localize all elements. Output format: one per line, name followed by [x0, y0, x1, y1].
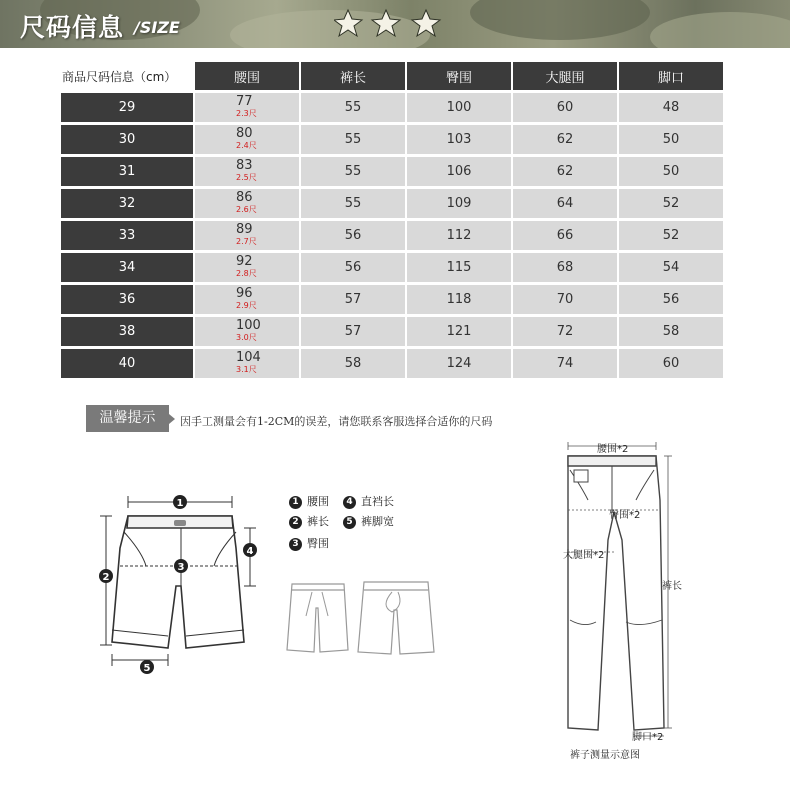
pants-hem-label: 脚口*2 — [632, 732, 664, 743]
legend-number: 4 — [343, 496, 356, 509]
hem-cell: 52 — [619, 221, 723, 250]
waist-chi: 2.6尺 — [236, 205, 257, 214]
hip-cell: 100 — [407, 93, 511, 122]
size-cell: 33 — [61, 221, 193, 250]
waist-cm: 77 — [236, 94, 253, 109]
legend-label: 腰围 — [307, 495, 329, 508]
waist-chi: 2.9尺 — [236, 301, 257, 310]
col-header-length: 裤长 — [301, 62, 405, 90]
length-cell: 56 — [301, 221, 405, 250]
waist-cm: 92 — [236, 254, 253, 269]
length-cell: 56 — [301, 253, 405, 282]
hem-cell: 60 — [619, 349, 723, 378]
hip-cell: 118 — [407, 285, 511, 314]
length-cell: 55 — [301, 157, 405, 186]
waist-chi: 3.1尺 — [236, 365, 257, 374]
marker-4: 4 — [246, 546, 254, 557]
legend-label: 直裆长 — [361, 495, 394, 508]
size-cell: 38 — [61, 317, 193, 346]
page-title: 尺码信息 — [20, 13, 125, 42]
legend-number: 3 — [289, 538, 302, 551]
notice-text: 因手工测量会有1-2CM的误差，请您联系客服选择合适你的尺码 — [180, 415, 493, 428]
waist-cm: 89 — [236, 222, 253, 237]
pants-hip-label: 臀围*2 — [609, 510, 641, 521]
pants-thigh-label: 大腿围*2 — [563, 550, 605, 561]
hip-cell: 121 — [407, 317, 511, 346]
pants-caption: 裤子测量示意图 — [570, 750, 640, 761]
waist-chi: 2.8尺 — [236, 269, 257, 278]
pants-illustration — [568, 456, 664, 730]
length-cell: 55 — [301, 93, 405, 122]
thigh-cell: 66 — [513, 221, 617, 250]
thigh-cell: 72 — [513, 317, 617, 346]
waist-chi: 3.0尺 — [236, 333, 257, 342]
hip-cell: 124 — [407, 349, 511, 378]
legend-label: 臀围 — [307, 537, 329, 550]
size-cell: 31 — [61, 157, 193, 186]
marker-2: 2 — [102, 572, 110, 583]
hem-cell: 56 — [619, 285, 723, 314]
length-cell: 57 — [301, 285, 405, 314]
waist-cm: 86 — [236, 190, 253, 205]
thigh-cell: 62 — [513, 157, 617, 186]
hem-cell: 54 — [619, 253, 723, 282]
thigh-cell: 70 — [513, 285, 617, 314]
waist-cm: 83 — [236, 158, 253, 173]
marker-3: 3 — [177, 562, 185, 573]
size-cell: 36 — [61, 285, 193, 314]
thigh-cell: 64 — [513, 189, 617, 218]
col-header-hem: 脚口 — [619, 62, 723, 90]
page-subtitle: /SIZE — [134, 18, 180, 37]
size-cell: 40 — [61, 349, 193, 378]
waist-chi: 2.7尺 — [236, 237, 257, 246]
hem-cell: 50 — [619, 125, 723, 154]
marker-5: 5 — [143, 663, 151, 674]
col-header-hip: 臀围 — [407, 62, 511, 90]
waist-cm: 100 — [236, 318, 261, 333]
length-cell: 58 — [301, 349, 405, 378]
size-cell: 30 — [61, 125, 193, 154]
pants-length-label: 裤长 — [662, 581, 682, 592]
pants-waist-label: 腰围*2 — [597, 444, 629, 455]
col-header-size: 商品尺码信息（cm） — [61, 62, 193, 90]
hem-cell: 52 — [619, 189, 723, 218]
col-header-thigh: 大腿围 — [513, 62, 617, 90]
waist-cm: 80 — [236, 126, 253, 141]
size-cell: 29 — [61, 93, 193, 122]
hem-cell: 50 — [619, 157, 723, 186]
hem-cell: 48 — [619, 93, 723, 122]
length-cell: 55 — [301, 189, 405, 218]
hem-cell: 58 — [619, 317, 723, 346]
waist-cm: 96 — [236, 286, 253, 301]
hip-cell: 115 — [407, 253, 511, 282]
legend-number: 5 — [343, 516, 356, 529]
legend-number: 2 — [289, 516, 302, 529]
col-header-waist: 腰围 — [195, 62, 299, 90]
waist-chi: 2.5尺 — [236, 173, 257, 182]
notice-label: 温馨提示 — [86, 405, 169, 432]
thigh-cell: 74 — [513, 349, 617, 378]
legend-label: 裤脚宽 — [361, 515, 394, 528]
waist-chi: 2.4尺 — [236, 141, 257, 150]
hip-cell: 112 — [407, 221, 511, 250]
size-cell: 34 — [61, 253, 193, 282]
thigh-cell: 60 — [513, 93, 617, 122]
legend-label: 裤长 — [307, 515, 329, 528]
thigh-cell: 68 — [513, 253, 617, 282]
legend-number: 1 — [289, 496, 302, 509]
waist-chi: 2.3尺 — [236, 109, 257, 118]
marker-1: 1 — [176, 498, 184, 509]
waist-cm: 104 — [236, 350, 261, 365]
thigh-cell: 62 — [513, 125, 617, 154]
hip-cell: 109 — [407, 189, 511, 218]
size-cell: 32 — [61, 189, 193, 218]
hip-cell: 103 — [407, 125, 511, 154]
length-cell: 55 — [301, 125, 405, 154]
hip-cell: 106 — [407, 157, 511, 186]
length-cell: 57 — [301, 317, 405, 346]
